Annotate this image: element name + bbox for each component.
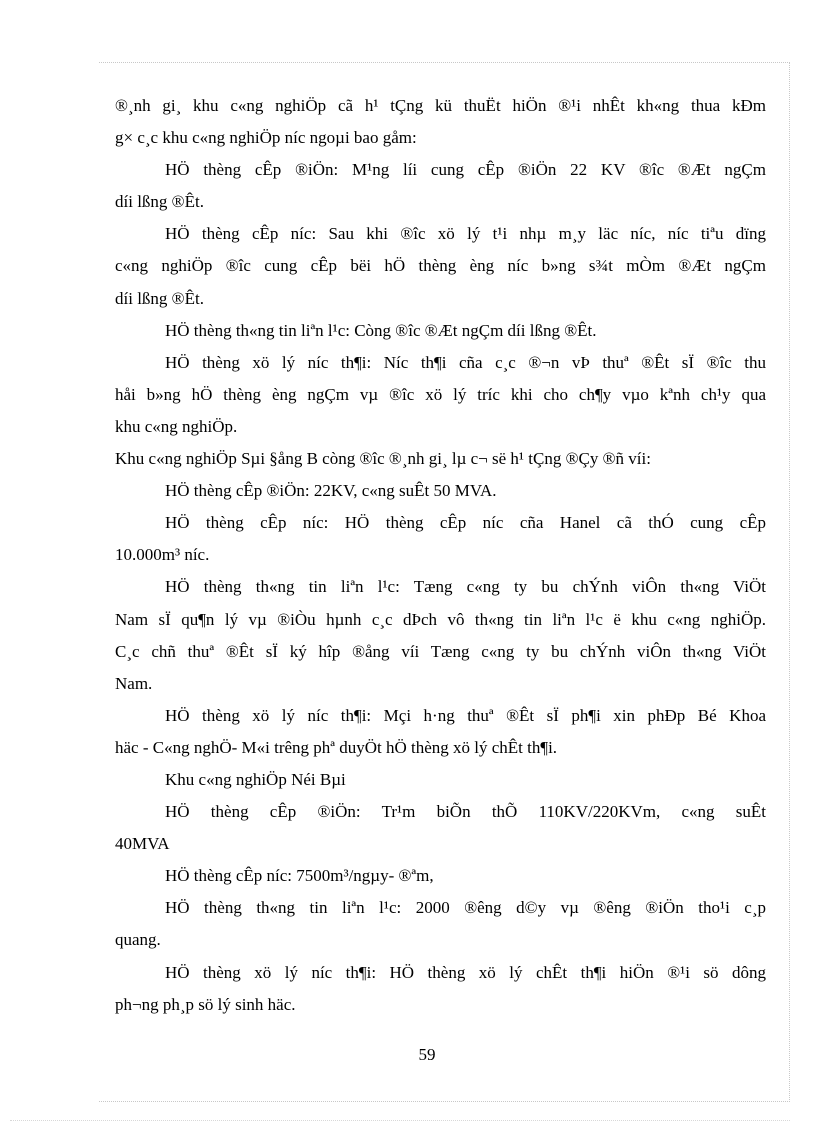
paragraph bbox=[115, 154, 766, 218]
paragraph bbox=[115, 218, 766, 314]
text-line: c«ng nghiÖp ®îc cung cÊp bëi hÖ thèng èng níc b»ng s¾t mÒm ®Æt ngÇm bbox=[115, 256, 766, 276]
text-line: häc - C«ng nghÖ- M«i trêng phª duyÖt hÖ thèng xö lý chÊt th¶i. bbox=[115, 737, 558, 757]
text-line: HÖ thèng th«ng tin liªn l¹c: 2000 ®êng d©y vµ ®êng ®iÖn tho¹i c¸p bbox=[165, 898, 766, 918]
text-line: Khu c«ng nghiÖp Néi Bµi bbox=[165, 769, 346, 789]
text-line: C¸c chñ thuª ®Êt sÏ ký hîp ®ång víi Tæng c«ng ty bu chÝnh viÔn th«ng ViÖt bbox=[115, 641, 766, 661]
paragraph bbox=[115, 860, 766, 892]
text-line: HÖ thèng th«ng tin liªn l¹c: Tæng c«ng ty bu chÝnh viÔn th«ng ViÖt bbox=[165, 577, 766, 597]
text-line: 10.000m³ níc. bbox=[115, 545, 210, 565]
paragraph bbox=[115, 571, 766, 699]
text-line: HÖ thèng cÊp ®iÖn: 22KV, c«ng suÊt 50 MVA. bbox=[165, 481, 497, 501]
paragraph bbox=[115, 347, 766, 443]
paragraph bbox=[115, 764, 766, 796]
text-line: díi lßng ®Êt. bbox=[115, 192, 204, 212]
paragraph bbox=[115, 90, 766, 154]
text-line: håi b»ng hÖ thèng èng ngÇm vµ ®îc xö lý tríc khi cho ch¶y vµo kªnh ch¹y qua bbox=[115, 384, 766, 404]
paragraph bbox=[115, 796, 766, 860]
text-line: Khu c«ng nghiÖp Sµi §ång B còng ®îc ®¸nh gi¸ lµ c¬ së h¹ tÇng ®Çy ®ñ víi: bbox=[115, 449, 651, 469]
text-line: HÖ thèng xö lý níc th¶i: Níc th¶i cña c¸c ®¬n vÞ thuª ®Êt sÏ ®îc thu bbox=[165, 352, 766, 372]
text-line: ph¬ng ph¸p sö lý sinh häc. bbox=[115, 994, 296, 1014]
text-line: HÖ thèng cÊp ®iÖn: Tr¹m biÕn thÕ 110KV/220KVm, c«ng suÊt bbox=[165, 802, 766, 822]
text-line: HÖ thèng xö lý níc th¶i: HÖ thèng xö lý chÊt th¶i hiÖn ®¹i sö dông bbox=[165, 962, 766, 982]
paragraph bbox=[115, 892, 766, 956]
paragraph bbox=[115, 700, 766, 764]
page-number: 59 bbox=[418, 1045, 436, 1064]
text-line: HÖ thèng xö lý níc th¶i: Mçi h·ng thuª ®Êt sÏ ph¶i xin phÐp Bé Khoa bbox=[165, 705, 766, 725]
text-line: díi lßng ®Êt. bbox=[115, 288, 204, 308]
text-line: Nam sÏ qu¶n lý vµ ®iÒu hµnh c¸c dÞch vô th«ng tin liªn l¹c ë khu c«ng nghiÖp. bbox=[115, 609, 766, 629]
paragraph bbox=[115, 443, 766, 475]
text-line: khu c«ng nghiÖp. bbox=[115, 416, 238, 436]
footer-divider bbox=[10, 1120, 790, 1121]
text-line: HÖ thèng th«ng tin liªn l¹c: Còng ®îc ®Æt ngÇm díi lßng ®Êt. bbox=[165, 320, 597, 340]
text-line: g× c¸c khu c«ng nghiÖp níc ngoµi bao gåm: bbox=[115, 128, 417, 148]
text-line: ®¸nh gi¸ khu c«ng nghiÖp cã h¹ tÇng kü thuËt hiÖn ®¹i nhÊt kh«ng thua kÐm bbox=[115, 96, 766, 115]
paragraph bbox=[115, 475, 766, 507]
text-line: HÖ thèng cÊp níc: Sau khi ®îc xö lý t¹i nhµ m¸y läc níc, níc tiªu dïng bbox=[165, 224, 766, 244]
text-line: Nam. bbox=[115, 673, 153, 693]
text-line: 40MVA bbox=[115, 834, 170, 854]
text-line: HÖ thèng cÊp níc: 7500m³/ngµy- ®ªm, bbox=[165, 866, 434, 886]
paragraph bbox=[115, 507, 766, 571]
body-text bbox=[115, 90, 766, 1021]
text-line: HÖ thèng cÊp níc: HÖ thèng cÊp níc cña Hanel cã thÓ cung cÊp bbox=[165, 513, 766, 533]
text-line: quang. bbox=[115, 930, 161, 950]
text-line: HÖ thèng cÊp ®iÖn: M¹ng líi cung cÊp ®iÖn 22 KV ®îc ®Æt ngÇm bbox=[165, 160, 766, 180]
paragraph bbox=[115, 957, 766, 1021]
paragraph bbox=[115, 315, 766, 347]
